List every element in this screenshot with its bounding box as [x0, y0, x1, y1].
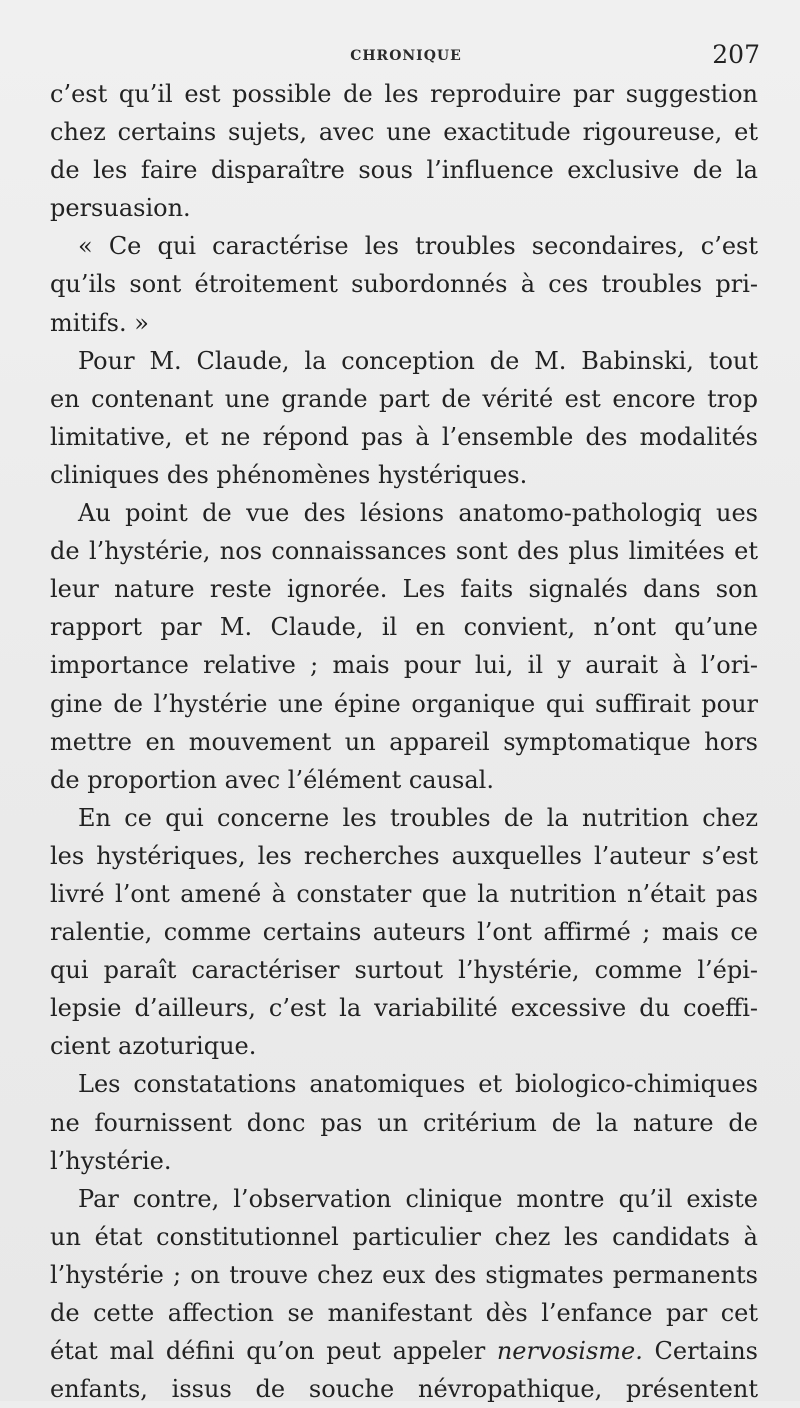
text-line: l’hystérie. [50, 1146, 172, 1175]
running-head: CHRONIQUE [350, 48, 462, 64]
text-line: gine de l’hystérie une épine organique qui suffirait pour [50, 689, 758, 718]
body-text [50, 75, 758, 1408]
italic-term: nervosisme. [496, 1337, 643, 1366]
text-line: de l’hystérie, nos connaissances sont des plus limitées et [50, 537, 758, 566]
text-line: Par contre, l’observation clinique montre qu’il existe [78, 1184, 758, 1213]
text-line: de les faire disparaître sous l’influence exclusive de la [50, 156, 758, 185]
text-segment: état mal défini qu’on peut appeler [50, 1337, 497, 1366]
text-line: cient azoturique. [50, 1032, 257, 1061]
text-line: En ce qui concerne les troubles de la nutrition chez [78, 803, 758, 832]
page-number: 207 [712, 40, 760, 69]
text-line: rapport par M. Claude, il en convient, n’ont qu’une [50, 613, 758, 642]
page-header [52, 40, 760, 76]
text-line: enfants, issus de souche névropathique, présentent [50, 1375, 758, 1404]
text-line: de proportion avec l’élément causal. [50, 765, 494, 794]
text-line-with-italic [50, 1332, 758, 1370]
text-line: de cette affection se manifestant dès l’enfance par cet [50, 1299, 758, 1327]
text-line: en contenant une grande part de vérité est encore trop [50, 384, 758, 413]
text-line: c’est qu’il est possible de les reproduire par suggestion [50, 80, 758, 108]
text-line: importance relative ; mais pour lui, il y aurait à l’ori- [50, 651, 758, 680]
text-line: un état constitutionnel particulier chez les candidats à [50, 1222, 758, 1251]
text-line: qui paraît caractériser surtout l’hystérie, comme l’épi- [50, 956, 758, 985]
text-line: Au point de vue des lésions anatomo-pathologiq ues [78, 499, 758, 528]
text-line: mitifs. » [50, 308, 149, 337]
text-line: Pour M. Claude, la conception de M. Babinski, tout [78, 346, 758, 375]
text-line: Les constatations anatomiques et biologico-chimiques [78, 1070, 758, 1099]
text-line: mettre en mouvement un appareil symptomatique hors [50, 727, 758, 756]
text-line: ne fournissent donc pas un critérium de la nature de [50, 1108, 758, 1137]
text-segment: Certains [642, 1337, 758, 1366]
text-line: persuasion. [50, 194, 191, 223]
text-line: ralentie, comme certains auteurs l’ont affirmé ; mais ce [50, 918, 758, 947]
text-line: leur nature reste ignorée. Les faits signalés dans son [50, 575, 758, 604]
text-line: livré l’ont amené à constater que la nutrition n’était pas [50, 879, 758, 908]
text-line: les hystériques, les recherches auxquelles l’auteur s’est [50, 841, 758, 870]
text-line: l’hystérie ; on trouve chez eux des stigmates permanents [50, 1260, 758, 1289]
text-line: cliniques des phénomènes hystériques. [50, 460, 528, 489]
text-line: limitative, et ne répond pas à l’ensemble des modalités [50, 422, 758, 451]
text-line: lepsie d’ailleurs, c’est la variabilité excessive du coeffi- [50, 994, 758, 1023]
text-line: chez certains sujets, avec une exactitude rigoureuse, et [50, 118, 758, 147]
text-line: qu’ils sont étroitement subordonnés à ces troubles pri- [50, 270, 758, 299]
text-line: « Ce qui caractérise les troubles secondaires, c’est [78, 232, 758, 261]
